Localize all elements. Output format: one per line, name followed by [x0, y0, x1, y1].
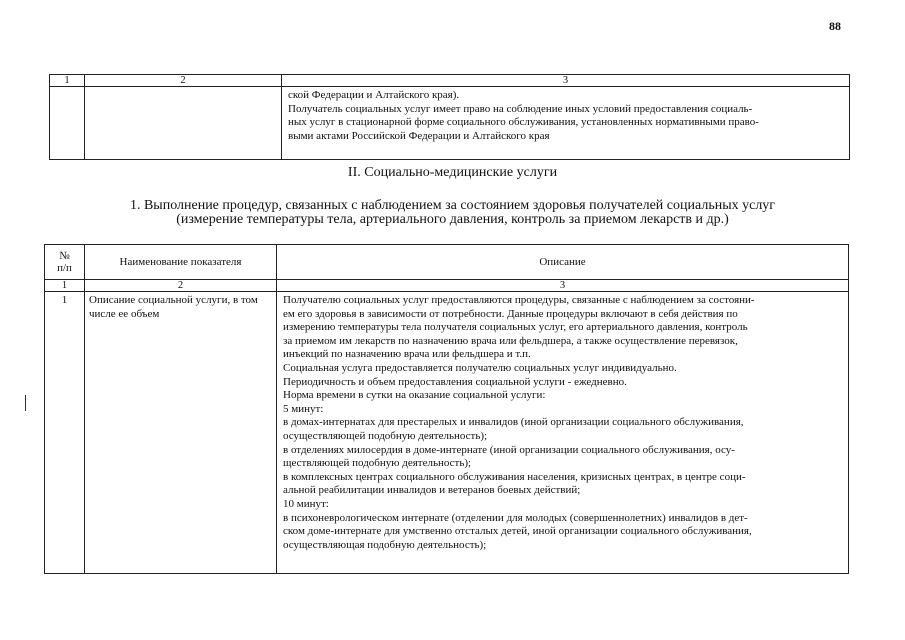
subsection-title	[40, 199, 865, 227]
description-line: 5 минут:	[283, 402, 324, 415]
continued-num-cell	[50, 87, 85, 160]
row-number: 1	[45, 292, 85, 574]
col-number-1: 1	[45, 280, 85, 292]
continued-line: ных услуг в стационарной форме социального обслуживания, установленных нормативными право-	[288, 116, 759, 129]
description-line: Норма времени в сутки на оказание социальной услуги:	[283, 389, 546, 402]
col-number-3: 3	[282, 75, 850, 87]
header-name: Наименование показателя	[85, 245, 277, 280]
page-number: 88	[829, 19, 841, 33]
col-number-2: 2	[85, 75, 282, 87]
description-line: альной реабилитации инвалидов и ветеранов боевых действий;	[283, 484, 581, 497]
description-line: в домах-интернатах для престарелых и инвалидов (иной организации социального обслуживания,	[283, 416, 744, 429]
col-number-1: 1	[50, 75, 85, 87]
description-line: Получателю социальных услуг предоставляются процедуры, связанные с наблюдением за состояни-	[283, 294, 755, 306]
description-line: в комплексных центрах социального обслуживания населения, кризисных центрах, в центре соци-	[283, 470, 746, 483]
col-number-3: 3	[277, 280, 849, 292]
subsection-title-line-1: 1. Выполнение процедур, связанных с наблюдением за состоянием здоровья получателей социальных услуг	[129, 198, 776, 213]
header-num-line-2: п/п	[57, 262, 72, 274]
margin-mark	[25, 395, 26, 411]
continued-row	[50, 87, 850, 160]
description-line: измерению температуры тела получателя социальных услуг, его артериального давления, контроль	[283, 321, 748, 334]
continued-line: Получатель социальных услуг имеет право на соблюдение иных условий предоставления социаль-	[288, 102, 753, 115]
service-table	[44, 244, 849, 574]
description-line: за приемом им лекарств по назначению врача или фельдшера, а также осуществление перевязок,	[283, 334, 738, 347]
header-description: Описание	[277, 245, 849, 280]
row-name: Описание социальной услуги, в том числе ее объем	[85, 292, 277, 574]
continued-table	[49, 74, 850, 160]
continued-line: ской Федерации и Алтайского края).	[288, 89, 460, 101]
description-line: ем его здоровья в зависимости от потребности. Данные процедуры включают в себя действия по	[283, 307, 738, 320]
subsection-title-line-2: (измерение температуры тела, артериального давления, контроль за приемом лекарств и др.)	[176, 212, 729, 227]
description-line: в отделениях милосердия в доме-интернате (иной организации социального обслуживания, осу-	[283, 443, 735, 456]
description-line: инъекций по назначению врача или фельдшера и т.п.	[283, 348, 531, 361]
header-num-line-1: №	[59, 250, 70, 262]
description-line: Периодичность и объем предоставления социальной услуги - ежедневно.	[283, 375, 627, 388]
row-description	[277, 292, 849, 574]
description-line: ществляющей подобную деятельность);	[283, 457, 472, 470]
table-row	[45, 292, 849, 574]
continued-name-cell	[85, 87, 282, 160]
column-number-row	[50, 75, 850, 87]
continued-description-cell	[282, 87, 850, 160]
description-line: осуществляющей подобную деятельность);	[283, 429, 488, 442]
description-line: Социальная услуга предоставляется получателю социальных услуг индивидуально.	[283, 361, 677, 374]
header-num	[45, 245, 85, 280]
column-number-row	[45, 280, 849, 292]
table-header-row	[45, 245, 849, 280]
description-line: осуществляющая подобную деятельность);	[283, 538, 487, 551]
description-line: ском доме-интернате для умственно отсталых детей, иной организации социального обслуживания,	[283, 525, 752, 538]
col-number-2: 2	[85, 280, 277, 292]
section-title: II. Социально-медицинские услуги	[347, 165, 558, 180]
description-line: 10 минут:	[283, 497, 329, 510]
description-line: в психоневрологическом интернате (отделении для молодых (совершеннолетних) инвалидов в дет-	[283, 511, 748, 524]
continued-line: выми актами Российской Федерации и Алтайского края	[288, 129, 550, 142]
